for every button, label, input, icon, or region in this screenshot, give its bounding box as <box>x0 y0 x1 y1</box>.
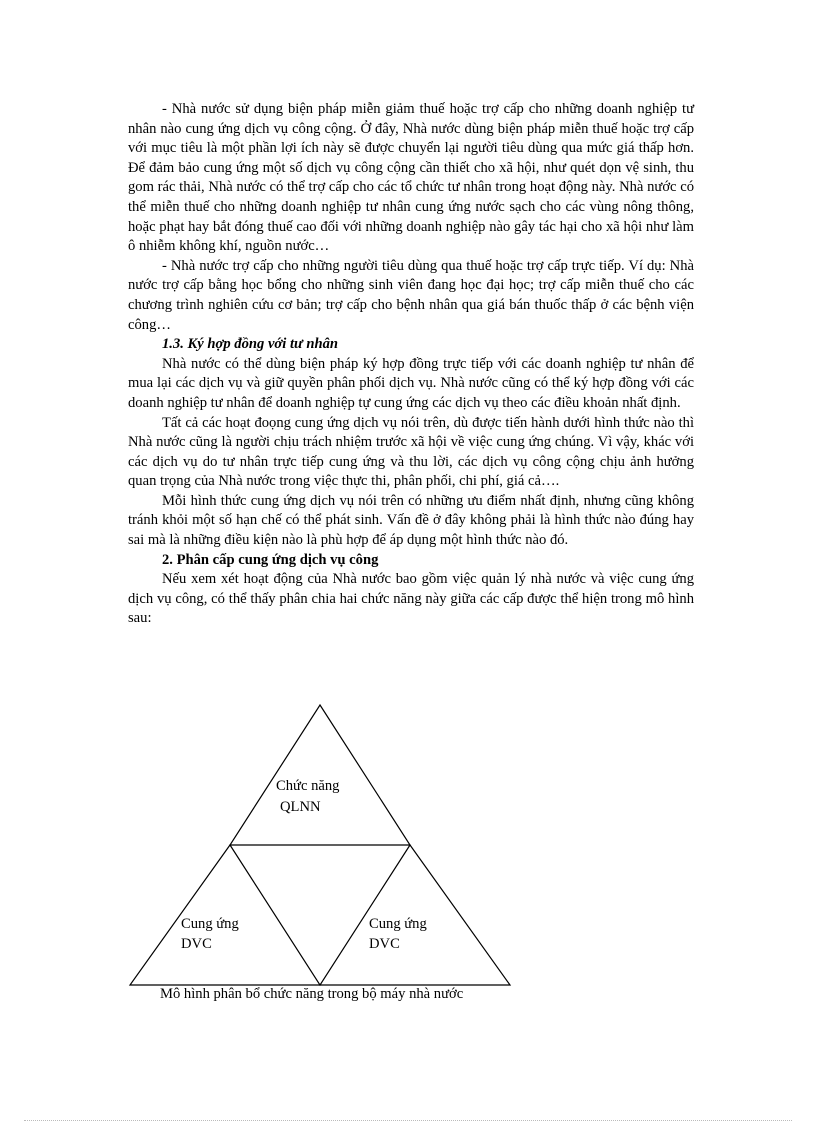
paragraph-state-responsibility: Tất cả các hoạt đoọng cung ứng dịch vụ nói trên, dù được tiến hành dưới hình thức nào thì Nhà nước cũng là người chịu trách nhiệm trước xã hội về việc cung ứng chúng. Vì vậy, khác với các dịch vụ do tư nhân trực tiếp cung ứng và thu lời, các dịch vụ công cộng chịu ảnh hưởng quan trọng của Nhà nước trong việc thực thi, phân phối, chi phí, giá cả…. <box>128 414 694 490</box>
heading-decentralization: 2. Phân cấp cung ứng dịch vụ công <box>162 551 379 568</box>
right-label-line1: Cung ứng <box>369 916 427 932</box>
left-label-line1: Cung ứng <box>181 916 239 932</box>
paragraph-tax-subsidy-enterprises: - Nhà nước sử dụng biện pháp miễn giảm thuế hoặc trợ cấp cho những doanh nghiệp tư nhân nào cung ứng dịch vụ công cộng. Ở đây, Nhà nước dùng biện pháp miễn thuế hoặc trợ cấp với mục tiêu là một phần lợi ích này sẽ được chuyển lại người tiêu dùng qua mức giá thấp hơn. Để đảm bảo cung ứng một số dịch vụ công cộng cần thiết cho xã hội, như quét dọn vệ sinh, thu gom rác thải, Nhà nước có thể trợ cấp cho các tổ chức tư nhân trong hoạt động này. Nhà nước có thể miễn thuế cho những doanh nghiệp tư nhân cung ứng nước sạch cho các vùng nông thông, hoặc phạt hay bắt đóng thuế cao đối với những doanh nghiệp nào gây tác hại cho xã hội như làm ô nhiễm không khí, nguồn nước… <box>128 101 694 255</box>
page-bottom-divider <box>24 1120 792 1121</box>
left-triangle-dvc <box>130 845 320 985</box>
right-triangle-dvc <box>320 845 510 985</box>
left-label-line2: DVC <box>181 936 212 952</box>
top-label-line2: QLNN <box>280 799 321 815</box>
right-label-line2: DVC <box>369 936 400 952</box>
paragraph-subsidy-consumers: - Nhà nước trợ cấp cho những người tiêu dùng qua thuế hoặc trợ cấp trực tiếp. Ví dụ: Nhà nước trợ cấp bằng học bổng cho những sinh viên đang học đại học; trợ cấp miễn thuế cho các chương trình nghiên cứu cơ bản; trợ cấp cho bệnh nhân qua giá bán thuốc thấp ở các bệnh viện công… <box>128 257 694 333</box>
paragraph-model-intro: Nếu xem xét hoạt động của Nhà nước bao gồm việc quản lý nhà nước và việc cung ứng dịch vụ công, có thể thấy phân chia hai chức năng này giữa các cấp được thể hiện trong mô hình sau: <box>128 571 694 627</box>
top-label-line1: Chức năng <box>276 778 340 794</box>
heading-contracting: 1.3. Ký hợp đồng với tư nhân <box>162 336 339 353</box>
paragraph-contracting: Nhà nước có thể dùng biện pháp ký hợp đồng trực tiếp với các doanh nghiệp tư nhân để mua lại các dịch vụ và giữ quyền phân phối dịch vụ. Nhà nước cũng có thể ký hợp đồng với các doanh nghiệp tư nhân để doanh nghiệp tự cung ứng các dịch vụ theo các điều khoản nhất định. <box>128 355 694 411</box>
diagram-caption: Mô hình phân bổ chức năng trong bộ máy nhà nước <box>160 986 464 1002</box>
paragraph-advantages-limits: Mỗi hình thức cung ứng dịch vụ nói trên có những ưu điểm nhất định, nhưng cũng không tránh khỏi một số hạn chế có thể phát sinh. Vấn đề ở đây không phải là hình thức nào đúng hay sai mà là những điều kiện nào là phù hợp để áp dụng một hình thức nào đó. <box>128 492 694 549</box>
top-triangle-qlnn <box>230 705 410 845</box>
